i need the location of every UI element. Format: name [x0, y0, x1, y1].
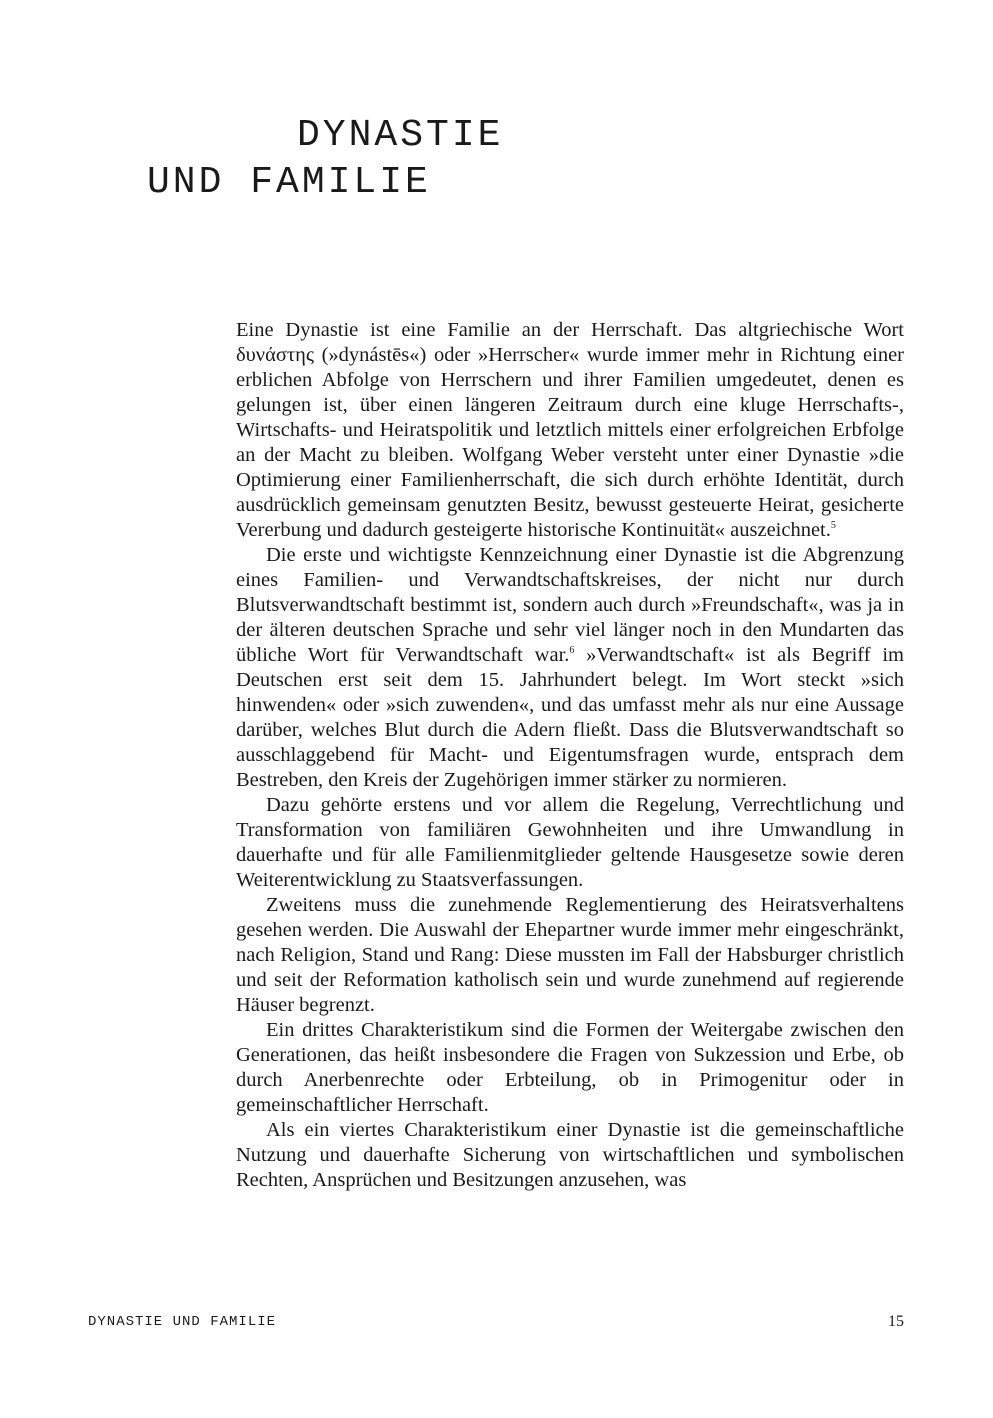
footnote-ref-6: 6: [569, 645, 575, 657]
paragraph-1: [236, 318, 904, 543]
chapter-title: [147, 112, 503, 206]
footnote-ref-5: 5: [830, 520, 836, 532]
paragraph-2-text-before: Die erste und wichtigste Kennzeichnung einer Dynastie ist die Abgrenzung eines Familien- und Verwandtschaftskreises, der nicht nur durch Blutsverwandtschaft bestimmt ist, sondern auch durch »Freundschaft«, was ja in der älteren deutschen Sprache und sehr viel länger noch in den Mundarten das übliche Wort für Verwandtschaft war.: [236, 544, 904, 666]
paragraph-3: Dazu gehörte erstens und vor allem die Regelung, Verrechtlichung und Transformation von familiären Gewohnheiten und ihre Umwandlung in dauerhafte und für alle Familienmitglieder geltende Hausgesetze sowie deren Weiterentwicklung zu Staatsverfassungen.: [236, 794, 904, 891]
paragraph-2: [236, 543, 904, 793]
chapter-title-line-1: DYNASTIE: [297, 114, 504, 157]
page-number: 15: [888, 1313, 904, 1330]
running-footer-title: DYNASTIE UND FAMILIE: [88, 1314, 277, 1330]
paragraph-4: Zweitens muss die zunehmende Reglementierung des Heiratsverhaltens gesehen werden. Die Auswahl der Ehepartner wurde immer mehr eingeschränkt, nach Religion, Stand und Rang: Diese mussten im Fall der Habsburger christlich und seit der Reformation katholisch sein und wurde zunehmend auf regierende Häuser begrenzt.: [236, 894, 904, 1016]
paragraph-5: Ein drittes Charakteristikum sind die Formen der Weitergabe zwischen den Generationen, das heißt insbesondere die Fragen von Sukzession und Erbe, ob durch Anerbenrechte oder Erbteilung, ob in Primogenitur oder in gemeinschaftlicher Herrschaft.: [236, 1019, 904, 1116]
paragraph-2-text-after: »Verwandtschaft« ist als Begriff im Deutschen erst seit dem 15. Jahrhundert belegt. Im Wort steckt »sich hinwenden« oder »sich zuwenden«, und das umfasst mehr als nur eine Aussage darüber, welches Blut durch die Adern fließt. Dass die Blutsverwandtschaft so ausschlaggebend für Macht- und Eigentumsfragen wurde, entsprach dem Bestreben, den Kreis der Zugehörigen immer stärker zu normieren.: [236, 644, 904, 791]
chapter-title-line-2: UND FAMILIE: [147, 161, 431, 204]
body-text: [236, 318, 904, 1193]
paragraph-1-text: Eine Dynastie ist eine Familie an der Herrschaft. Das altgriechische Wort δυνάστης (»dynástēs«) oder »Herrscher« wurde immer mehr in Richtung einer erblichen Abfolge von Herrschern und ihrer Familien umgedeutet, denen es gelungen ist, über einen längeren Zeitraum durch eine kluge Herrschafts-, Wirtschafts- und Heiratspolitik und letztlich mittels einer erfolgreichen Erbfolge an der Macht zu bleiben. Wolfgang Weber versteht unter einer Dynastie »die Optimierung einer Familienherrschaft, die sich durch erhöhte Identität, durch ausdrücklich gemeinsam genutzten Besitz, bewusst gesteuerte Heirat, gesicherte Vererbung und dadurch gesteigerte historische Kontinuität« auszeichnet.: [236, 319, 904, 541]
paragraph-6: Als ein viertes Charakteristikum einer Dynastie ist die gemeinschaftliche Nutzung und dauerhafte Sicherung von wirtschaftlichen und symbolischen Rechten, Ansprüchen und Besitzungen anzusehen, was: [236, 1119, 904, 1191]
